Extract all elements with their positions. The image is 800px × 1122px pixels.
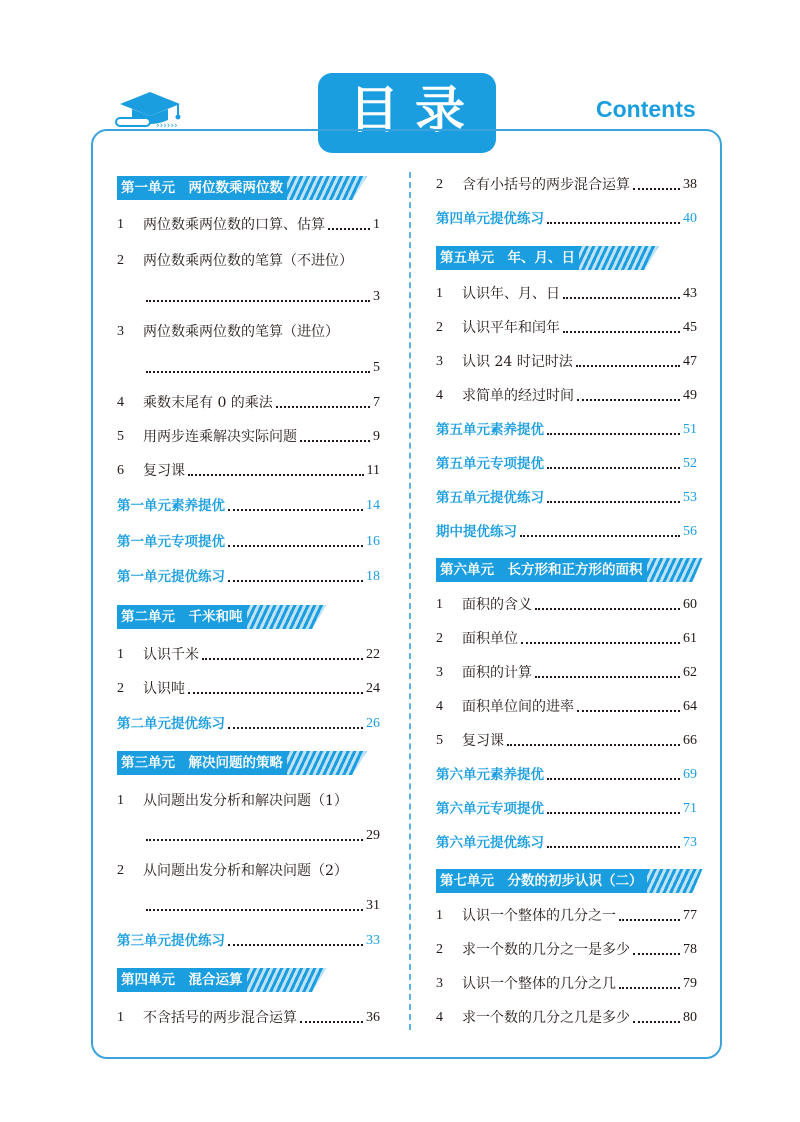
toc-item-continuation[interactable]: 5	[117, 356, 380, 380]
column-divider	[409, 172, 411, 1030]
toc-extra-item[interactable]: 第三单元提优练习 33	[117, 933, 380, 949]
toc-extra-item[interactable]: 第一单元专项提优 16	[117, 534, 380, 550]
toc-item[interactable]: 2 从问题出发分析和解决问题（2）	[117, 863, 348, 879]
toc-item[interactable]: 2 两位数乘两位数的笔算（不进位）	[117, 253, 353, 269]
toc-extra-item[interactable]: 第四单元提优练习 40	[436, 211, 697, 227]
page-title: 目录	[349, 81, 481, 139]
unit-heading: 第二单元 千米和吨	[117, 605, 327, 629]
toc-item[interactable]: 2 面积单位 61	[436, 631, 697, 647]
toc-item[interactable]: 1 从问题出发分析和解决问题（1）	[117, 793, 348, 809]
toc-extra-item[interactable]: 第五单元素养提优 51	[436, 422, 697, 438]
toc-item[interactable]: 4 面积单位间的进率 64	[436, 699, 697, 715]
unit-heading: 第三单元 解决问题的策略	[117, 751, 367, 775]
toc-item[interactable]: 1 两位数乘两位数的口算、估算 1	[117, 217, 380, 233]
unit-heading: 第七单元 分数的初步认识（二）	[436, 869, 703, 893]
toc-item-continuation[interactable]: 31	[117, 894, 380, 918]
toc-item[interactable]: 2 求一个数的几分之一是多少 78	[436, 942, 697, 958]
toc-item[interactable]: 4 求简单的经过时间 49	[436, 388, 697, 404]
toc-extra-item[interactable]: 第五单元提优练习 53	[436, 490, 697, 506]
toc-item[interactable]: 5 用两步连乘解决实际问题 9	[117, 429, 380, 445]
toc-item[interactable]: 5 复习课 66	[436, 733, 697, 749]
toc-item[interactable]: 1 认识年、月、日 43	[436, 286, 697, 302]
toc-item[interactable]: 4 求一个数的几分之几是多少 80	[436, 1010, 697, 1026]
unit-heading: 第六单元 长方形和正方形的面积	[436, 558, 703, 582]
unit-heading: 第一单元 两位数乘两位数	[117, 176, 367, 200]
toc-extra-item[interactable]: 第一单元素养提优 14	[117, 498, 380, 514]
toc-extra-item[interactable]: 第一单元提优练习 18	[117, 569, 380, 585]
toc-item[interactable]: 1 认识一个整体的几分之一 77	[436, 908, 697, 924]
svg-text:››››››: ››››››	[156, 121, 178, 130]
toc-extra-item[interactable]: 第六单元专项提优 71	[436, 801, 697, 817]
toc-item[interactable]: 2 认识平年和闰年 45	[436, 320, 697, 336]
toc-item[interactable]: 2 含有小括号的两步混合运算 38	[436, 177, 697, 193]
unit-heading: 第五单元 年、月、日	[436, 246, 659, 270]
toc-item[interactable]: 1 认识千米 22	[117, 647, 380, 663]
unit-heading: 第四单元 混合运算	[117, 968, 327, 992]
toc-extra-item[interactable]: 第六单元提优练习 73	[436, 835, 697, 851]
toc-item[interactable]: 3 认识一个整体的几分之几 79	[436, 976, 697, 992]
toc-item[interactable]: 1 面积的含义 60	[436, 597, 697, 613]
toc-item[interactable]: 4 乘数末尾有 0 的乘法 7	[117, 395, 380, 411]
toc-extra-item[interactable]: 第六单元素养提优 69	[436, 767, 697, 783]
toc-item[interactable]: 3 认识 24 时记时法 47	[436, 354, 697, 370]
toc-item-continuation[interactable]: 29	[117, 824, 380, 848]
toc-item[interactable]: 2 认识吨 24	[117, 681, 380, 697]
toc-extra-item[interactable]: 期中提优练习 56	[436, 524, 697, 540]
toc-item-continuation[interactable]: 3	[117, 285, 380, 309]
toc-item[interactable]: 1 不含括号的两步混合运算 36	[117, 1010, 380, 1026]
contents-label: Contents	[596, 96, 696, 122]
graduation-cap-logo-icon	[112, 82, 202, 130]
toc-extra-item[interactable]: 第二单元提优练习 26	[117, 716, 380, 732]
toc-item[interactable]: 3 两位数乘两位数的笔算（进位）	[117, 324, 339, 340]
toc-item[interactable]: 3 面积的计算 62	[436, 665, 697, 681]
toc-item[interactable]: 6 复习课 11	[117, 463, 380, 479]
toc-extra-item[interactable]: 第五单元专项提优 52	[436, 456, 697, 472]
